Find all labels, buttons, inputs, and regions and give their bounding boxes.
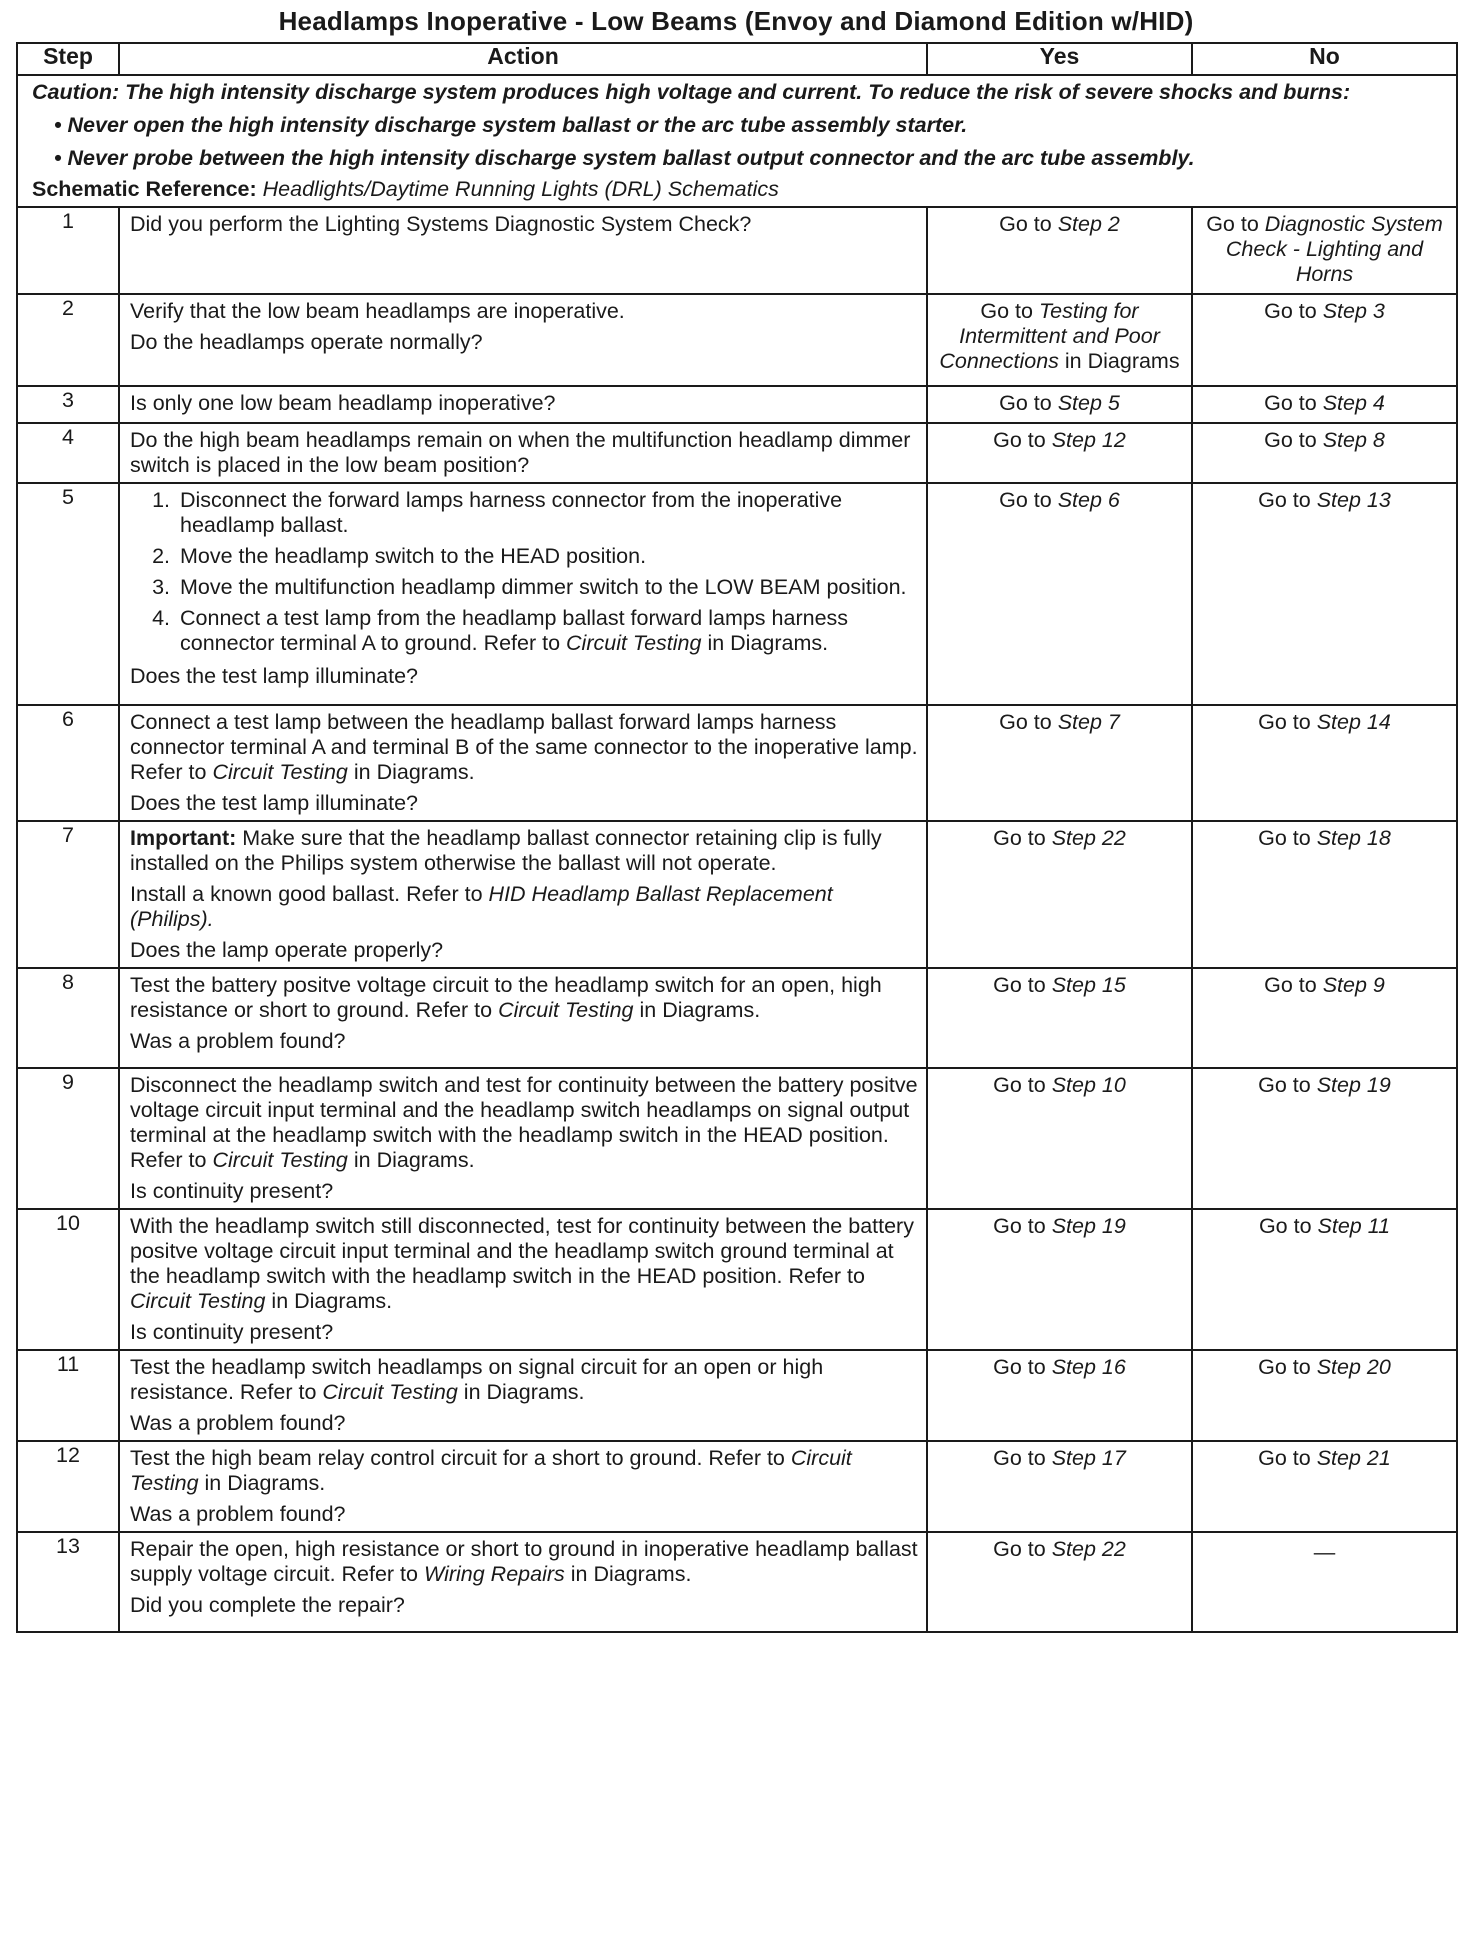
action-text: Did you complete the repair? [130,1593,405,1617]
header-row [17,43,1457,75]
substep-item: 3. Move the multifunction headlamp dimmer switch to the LOW BEAM position. [176,575,918,600]
step-number: 3 [17,386,119,423]
step-row [17,1532,1457,1632]
action-cell [119,207,927,294]
step-number: 5 [17,483,119,705]
action-text: Test the battery positve voltage circuit to the headlamp switch for an open, high resistance or short to ground. Refer to Circuit Testing in Diagrams. [130,973,882,1022]
no-result: Go to Step 9 [1192,968,1457,1068]
reference-text: Step 3 [1322,299,1385,323]
reference-text: Step 6 [1057,488,1120,512]
diagnostic-table [16,42,1458,1633]
action-text: With the headlamp switch still disconnected, test for continuity between the battery positve voltage circuit input terminal and the headlamp switch ground terminal at the headlamp switch with the headlamp switch in the HEAD position. Refer to Circuit Testing in Diagrams. [130,1214,914,1313]
yes-result: Go to Step 2 [927,207,1192,294]
header-step: Step [17,43,119,75]
action-text: Is continuity present? [130,1320,334,1344]
action-text: Do the headlamps operate normally? [130,330,483,354]
header-no: No [1192,43,1457,75]
important-label: Important: [130,826,237,850]
no-result: Go to Step 11 [1192,1209,1457,1350]
action-text: Does the lamp operate properly? [130,938,444,962]
action-text: Was a problem found? [130,1502,346,1526]
reference-text: Step 16 [1051,1355,1126,1379]
caution-cell [17,75,1457,207]
reference-text: Circuit Testing [130,1289,266,1313]
not-applicable-dash: — [1313,1539,1336,1564]
action-text: Did you perform the Lighting Systems Diagnostic System Check? [130,212,752,236]
action-text: Disconnect the headlamp switch and test for continuity between the battery positve voltage circuit input terminal and the headlamp switch headlamps on signal output terminal at the headlamp switch with the headlamp switch in the HEAD position. Refer to Circuit Testing in Diagrams. [130,1073,918,1172]
step-row [17,705,1457,821]
no-result: Go to Step 14 [1192,705,1457,821]
caution-bullet-text: Never open the high intensity discharge system ballast or the arc tube assembly starter. [67,113,968,137]
no-result: Go to Diagnostic System Check - Lighting and Horns [1192,207,1457,294]
step-row [17,1068,1457,1209]
step-row [17,968,1457,1068]
reference-text: Step 21 [1316,1446,1391,1470]
reference-text: Circuit Testing [566,631,702,655]
action-text: Install a known good ballast. Refer to HID Headlamp Ballast Replacement (Philips). [130,882,833,931]
action-cell [119,1068,927,1209]
reference-text: Step 7 [1057,710,1120,734]
schematic-reference [32,177,1442,202]
step-number: 4 [17,423,119,483]
no-result: Go to Step 21 [1192,1441,1457,1532]
substep-item: 4. Connect a test lamp from the headlamp ballast forward lamps harness connector terminal A to ground. Refer to Circuit Testing in Diagrams. [176,606,918,656]
no-result: Go to Step 8 [1192,423,1457,483]
yes-result: Go to Step 17 [927,1441,1192,1532]
action-text: Important: Make sure that the headlamp ballast connector retaining clip is fully installed on the Philips system otherwise the ballast will not operate. [130,826,882,875]
action-text: Was a problem found? [130,1411,346,1435]
action-cell [119,821,927,968]
step-row [17,1209,1457,1350]
action-cell [119,423,927,483]
yes-result: Go to Step 22 [927,1532,1192,1632]
action-cell [119,1532,927,1632]
step-number: 1 [17,207,119,294]
caution-row [17,75,1457,207]
step-row [17,423,1457,483]
no-result [1192,1532,1457,1632]
reference-text: Step 18 [1316,826,1391,850]
step-number: 6 [17,705,119,821]
step-row [17,1441,1457,1532]
action-text: Does the test lamp illuminate? [130,791,419,815]
reference-text: HID Headlamp Ballast Replacement (Philips). [130,882,833,931]
reference-text: Step 9 [1322,973,1385,997]
reference-text: Step 22 [1051,826,1126,850]
reference-text: Circuit Testing [130,1446,852,1495]
no-result: Go to Step 3 [1192,294,1457,386]
substep-item: 1. Disconnect the forward lamps harness connector from the inoperative headlamp ballast. [176,488,918,538]
action-cell [119,1441,927,1532]
step-row [17,386,1457,423]
page-title: Headlamps Inoperative - Low Beams (Envoy and Diamond Edition w/HID) [278,6,1194,36]
yes-result: Go to Step 22 [927,821,1192,968]
action-cell [119,968,927,1068]
reference-text: Step 11 [1317,1214,1391,1238]
action-cell [119,1350,927,1441]
header-action: Action [119,43,927,75]
yes-result: Go to Step 7 [927,705,1192,821]
no-result: Go to Step 4 [1192,386,1457,423]
reference-text: Circuit Testing [498,998,634,1022]
no-result: Go to Step 18 [1192,821,1457,968]
action-text: Is continuity present? [130,1179,334,1203]
step-number: 9 [17,1068,119,1209]
caution-bullet: • Never probe between the high intensity discharge system ballast output connector and the arc tube assembly. [54,146,1195,170]
reference-text: Step 2 [1057,212,1120,236]
reference-text: Wiring Repairs [423,1562,565,1586]
reference-text: Step 19 [1316,1073,1391,1097]
step-number: 12 [17,1441,119,1532]
action-cell [119,1209,927,1350]
no-result: Go to Step 13 [1192,483,1457,705]
yes-result: Go to Step 5 [927,386,1192,423]
step-number: 11 [17,1350,119,1441]
yes-result: Go to Step 16 [927,1350,1192,1441]
action-cell [119,705,927,821]
action-cell [119,294,927,386]
reference-text: Diagnostic System Check - Lighting and Horns [1225,212,1443,286]
step-number: 13 [17,1532,119,1632]
step-row [17,207,1457,294]
action-text: Repair the open, high resistance or short to ground in inoperative headlamp ballast supply voltage circuit. Refer to Wiring Repairs in Diagrams. [130,1537,918,1586]
schematic-label: Schematic Reference: [32,177,257,201]
step-row [17,294,1457,386]
action-cell [119,386,927,423]
action-text: Is only one low beam headlamp inoperative? [130,391,556,415]
reference-text: Step 19 [1051,1214,1126,1238]
yes-result: Go to Step 15 [927,968,1192,1068]
action-cell [119,483,927,705]
reference-text: Step 15 [1051,973,1126,997]
action-text: Verify that the low beam headlamps are inoperative. [130,299,625,323]
yes-result: Go to Step 19 [927,1209,1192,1350]
yes-result: Go to Step 6 [927,483,1192,705]
yes-result: Go to Testing for Intermittent and Poor Connections in Diagrams [927,294,1192,386]
caution-text: Caution: The high intensity discharge system produces high voltage and current. To reduce the risk of severe shocks and burns: [32,80,1351,104]
action-text: Was a problem found? [130,1029,346,1053]
substep-item: 2. Move the headlamp switch to the HEAD position. [176,544,918,569]
action-text: Test the headlamp switch headlamps on signal circuit for an open or high resistance. Refer to Circuit Testing in Diagrams. [130,1355,824,1404]
reference-text: Step 5 [1057,391,1120,415]
reference-text: Testing for Intermittent and Poor Connections [939,299,1160,373]
reference-text: Step 14 [1316,710,1391,734]
reference-text: Step 8 [1322,428,1385,452]
step-row [17,483,1457,705]
reference-text: Step 13 [1316,488,1391,512]
step-number: 10 [17,1209,119,1350]
action-text: Test the high beam relay control circuit for a short to ground. Refer to Circuit Testing in Diagrams. [130,1446,852,1495]
step-number: 7 [17,821,119,968]
reference-text: Step 10 [1051,1073,1126,1097]
action-text: Connect a test lamp between the headlamp ballast forward lamps harness connector terminal A and terminal B of the same connector to the inoperative lamp. Refer to Circuit Testing in Diagrams. [130,710,918,784]
no-result: Go to Step 19 [1192,1068,1457,1209]
header-yes: Yes [927,43,1192,75]
step-number: 8 [17,968,119,1068]
step-number: 2 [17,294,119,386]
reference-text: Step 12 [1051,428,1126,452]
yes-result: Go to Step 12 [927,423,1192,483]
yes-result: Go to Step 10 [927,1068,1192,1209]
reference-text: Step 17 [1051,1446,1126,1470]
caution-bullet: • Never open the high intensity discharge system ballast or the arc tube assembly starter. [54,113,968,137]
reference-text: Circuit Testing [212,760,348,784]
reference-text: Circuit Testing [322,1380,458,1404]
substep-list [130,488,918,656]
no-result: Go to Step 20 [1192,1350,1457,1441]
schematic-link-text: Headlights/Daytime Running Lights (DRL) Schematics [262,177,779,201]
reference-text: Step 4 [1322,391,1385,415]
step-row [17,1350,1457,1441]
reference-text: Step 22 [1051,1537,1126,1561]
action-text: Does the test lamp illuminate? [130,664,419,688]
reference-text: Step 20 [1316,1355,1391,1379]
caution-bullet-text: Never probe between the high intensity discharge system ballast output connector and the arc tube assembly. [67,146,1195,170]
action-text: Do the high beam headlamps remain on when the multifunction headlamp dimmer switch is placed in the low beam position? [130,428,911,477]
reference-text: Circuit Testing [212,1148,348,1172]
step-row [17,821,1457,968]
